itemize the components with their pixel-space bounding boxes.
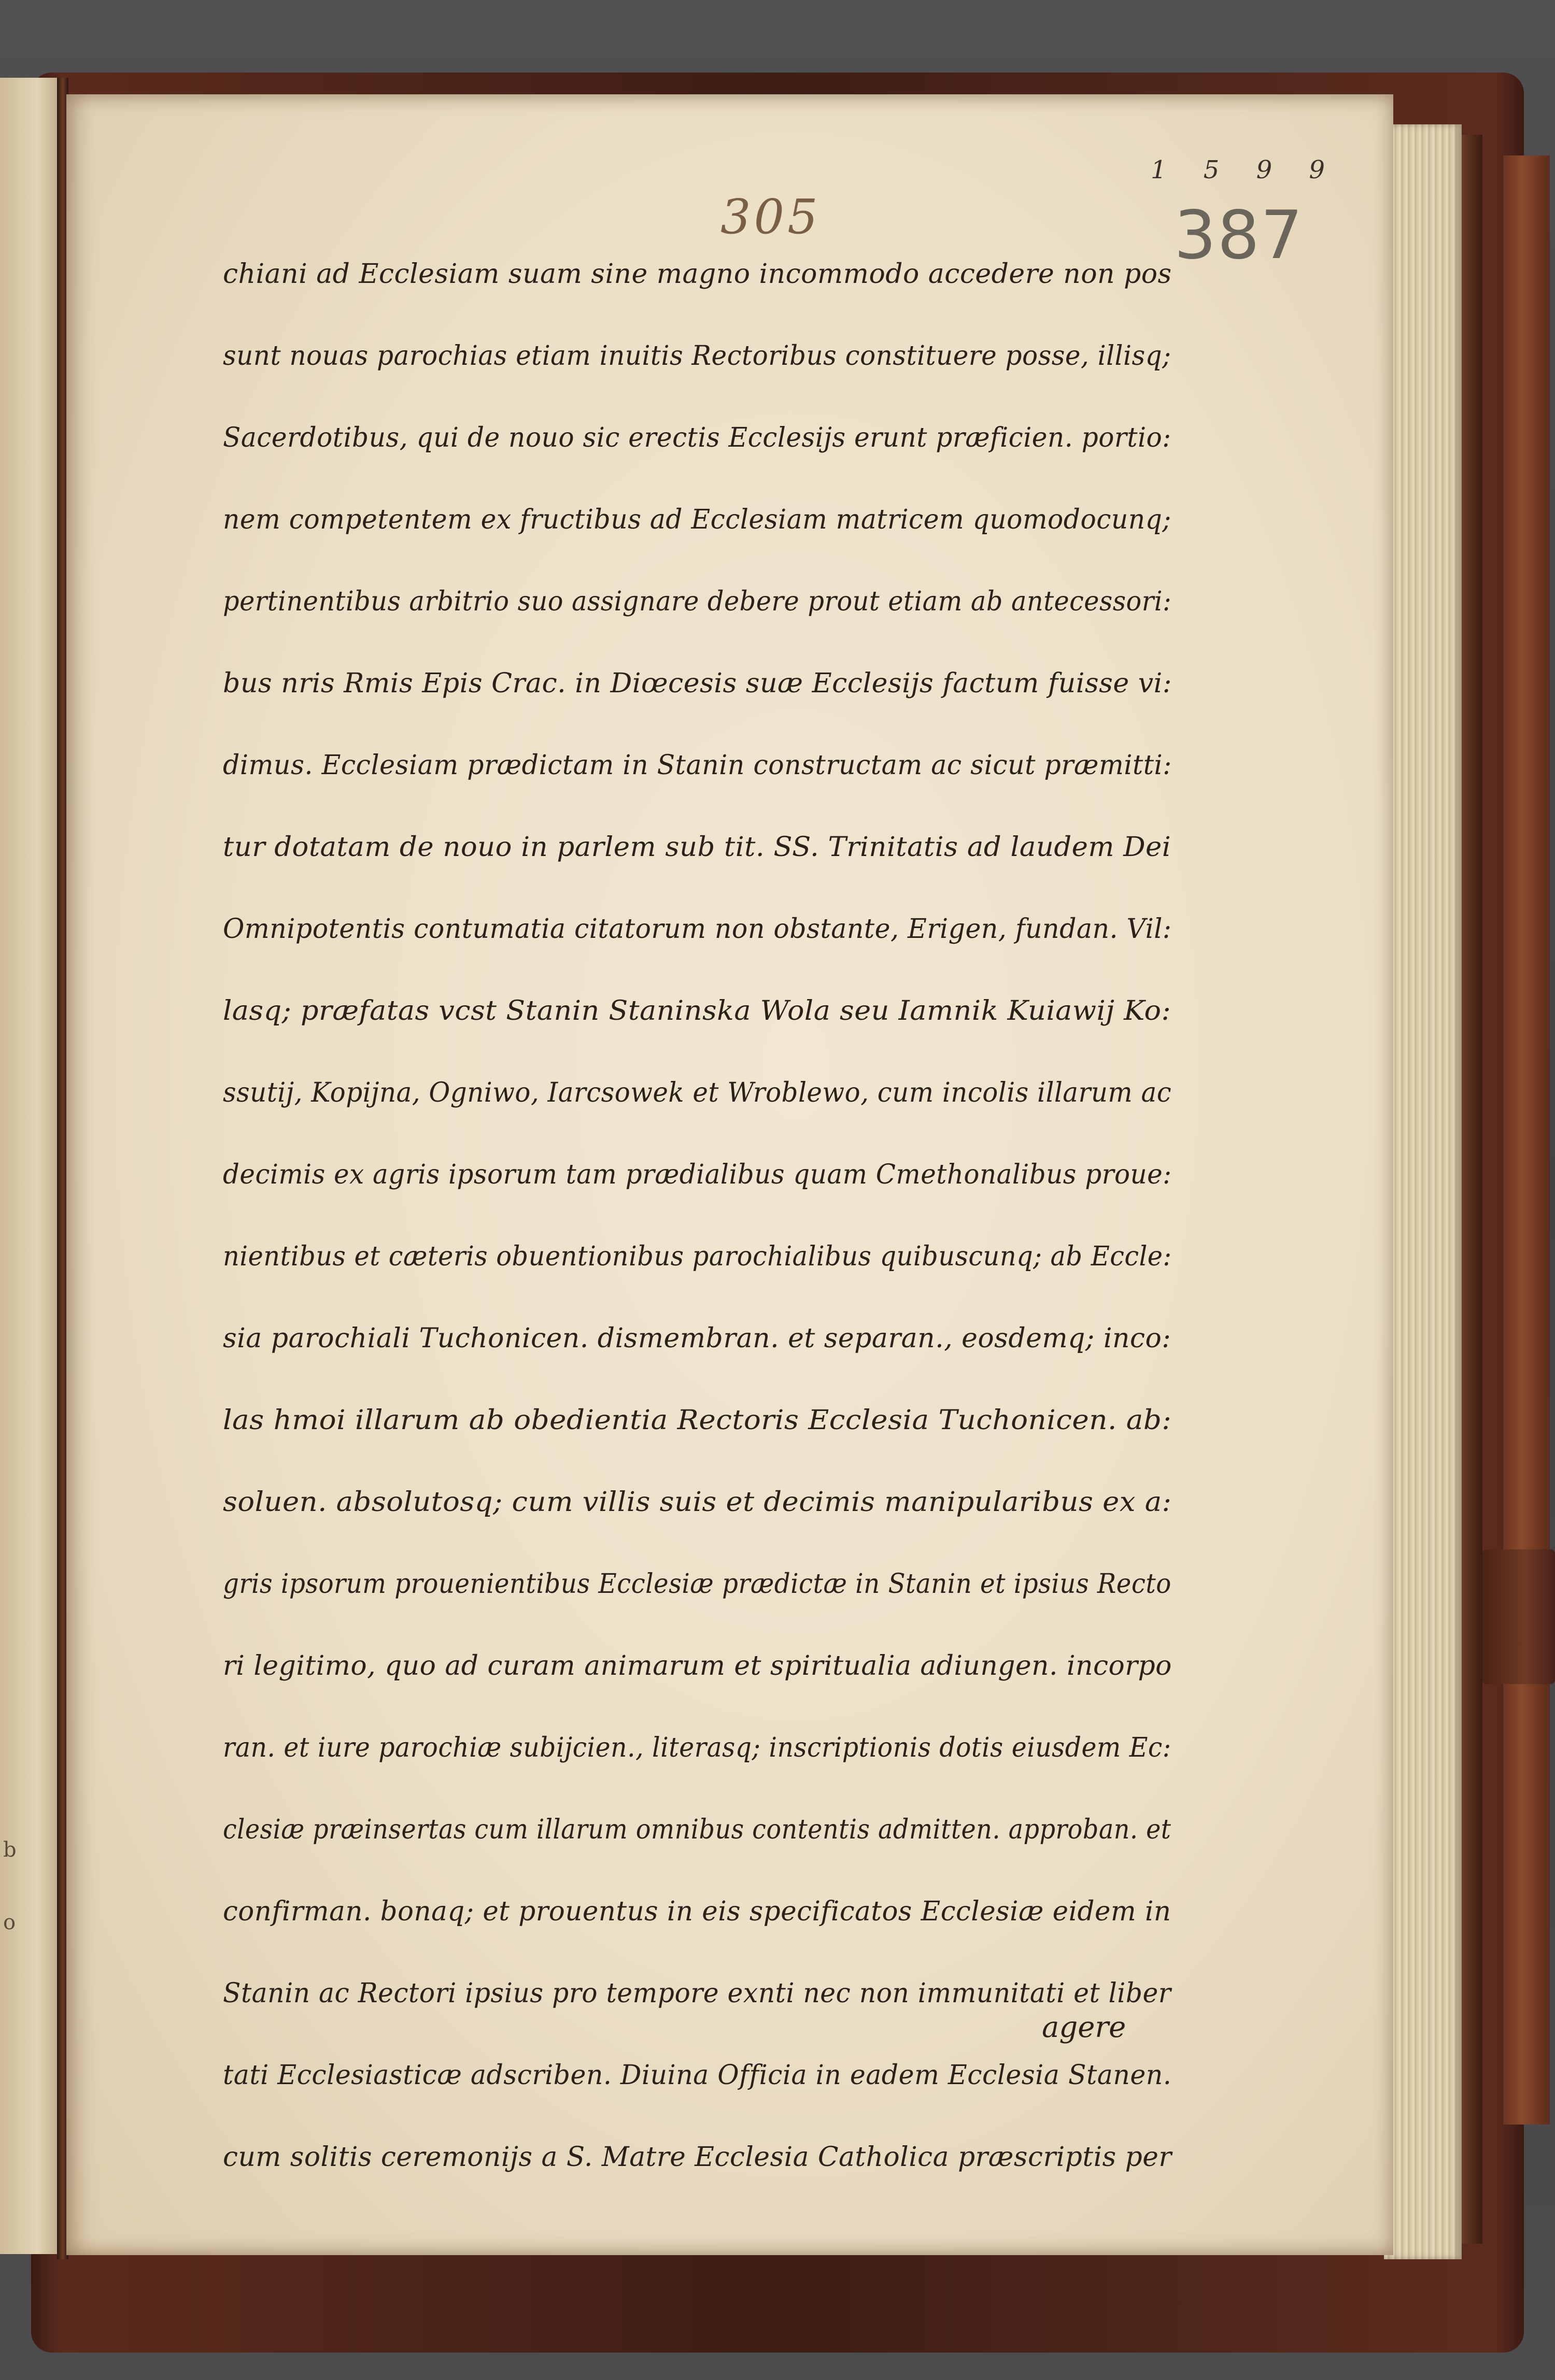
- text-line-content: soluen. absolutosq; cum villis suis et decimis manipularibus ex a:: [223, 1487, 1172, 1518]
- text-line-content: ri legitimo, quo ad curam animarum et spiritualia adiungen. incorpo: [223, 1650, 1172, 1681]
- text-line: [223, 1871, 1171, 1953]
- text-line: [223, 1379, 1171, 1461]
- page-block-edges: [1384, 124, 1462, 2259]
- text-line-content: nem competentem ex fructibus ad Ecclesiam matricem quomodocunq;: [223, 504, 1171, 535]
- text-line: [223, 1543, 1171, 1625]
- text-line: [223, 724, 1171, 806]
- text-line-content: chiani ad Ecclesiam suam sine magno incommodo accedere non pos: [223, 259, 1172, 290]
- text-line-content: las hmoi illarum ab obedientia Rectoris Ecclesia Tuchonicen. ab:: [223, 1405, 1172, 1436]
- text-line: [223, 479, 1171, 561]
- text-line: [223, 970, 1171, 1052]
- text-line: [223, 806, 1171, 888]
- folio-number: 387: [1174, 197, 1304, 274]
- folio-year: 1 5 9 9: [1151, 155, 1339, 184]
- text-line-content: pertinentibus arbitrio suo assignare debere prout etiam ab antecessori:: [223, 586, 1172, 617]
- text-line: [223, 888, 1171, 970]
- text-line-content: ran. et iure parochiæ subijcien., literasq; inscriptionis dotis eiusdem Ec:: [223, 1732, 1171, 1763]
- text-line-content: lasq; præfatas vcst Stanin Staninska Wola seu Iamnik Kuiawij Ko:: [223, 995, 1171, 1027]
- text-line-content: sia parochiali Tuchonicen. dismembran. et separan., eosdemq; inco:: [223, 1323, 1171, 1354]
- manuscript-text: [223, 233, 1171, 2198]
- text-line: [223, 1789, 1171, 1871]
- text-line-content: sunt nouas parochias etiam inuitis Rectoribus constituere posse, illisq;: [223, 340, 1171, 372]
- text-line: [223, 1298, 1171, 1379]
- left-margin-marks: [3, 1814, 17, 1959]
- text-line: [223, 1134, 1171, 1216]
- text-line-content: tur dotatam de nouo in parlem sub tit. SS. Trinitatis ad laudem Dei: [223, 832, 1171, 863]
- text-line: [223, 1625, 1171, 1707]
- text-line-content: clesiæ præinsertas cum illarum omnibus contentis admitten. approban. et: [223, 1814, 1171, 1845]
- text-line: [223, 315, 1171, 397]
- text-line-content: confirman. bonaq; et prouentus in eis specificatos Ecclesiæ eidem in: [223, 1896, 1171, 1927]
- text-line: [223, 1216, 1171, 1298]
- text-line: [223, 1707, 1171, 1789]
- text-line-content: tati Ecclesiasticæ adscriben. Diuina Officia in eadem Ecclesia Stanen.: [223, 2060, 1172, 2091]
- text-line-content: nientibus et cæteris obuentionibus parochialibus quibuscunq; ab Eccle:: [223, 1241, 1172, 1272]
- page-block-shadow: [1462, 135, 1482, 2244]
- text-line: [223, 643, 1171, 724]
- text-line: [223, 2116, 1171, 2198]
- text-line-content: Stanin ac Rectori ipsius pro tempore exnti nec non immunitati et liber: [223, 1978, 1171, 2009]
- folio-old-number: 305: [720, 189, 821, 245]
- text-line-content: decimis ex agris ipsorum tam prædialibus quam Cmethonalibus proue:: [223, 1159, 1172, 1190]
- binding-edge: [1503, 155, 1550, 2125]
- text-line-content: bus nris Rmis Epis Crac. in Diœcesis suæ Ecclesijs factum fuisse vi:: [223, 668, 1172, 699]
- text-line: [223, 233, 1171, 315]
- text-line-content: gris ipsorum prouenientibus Ecclesiæ prædictæ in Stanin et ipsius Recto: [223, 1569, 1171, 1600]
- text-line-content: cum solitis ceremonijs a S. Matre Ecclesia Catholica præscriptis per: [223, 2142, 1172, 2173]
- clasp-strap: [1482, 1549, 1555, 1684]
- text-line: [223, 561, 1171, 643]
- text-line: [223, 1052, 1171, 1134]
- text-line: [223, 1953, 1171, 2034]
- text-line: [223, 2034, 1171, 2116]
- catchword: agere: [1042, 2011, 1126, 2044]
- text-line-content: Omnipotentis contumatia citatorum non obstante, Erigen, fundan. Vil:: [223, 914, 1172, 945]
- margin-mark: o: [3, 1911, 16, 1934]
- text-line: [223, 397, 1171, 479]
- text-line-content: dimus. Ecclesiam prædictam in Stanin constructam ac sicut præmitti:: [223, 750, 1172, 781]
- text-line: [223, 1461, 1171, 1543]
- margin-mark: b: [3, 1838, 17, 1862]
- text-line-content: ssutij, Kopijna, Ogniwo, Iarcsowek et Wroblewo, cum incolis illarum ac: [223, 1077, 1172, 1108]
- text-line-content: Sacerdotibus, qui de nouo sic erectis Ecclesijs erunt præficien. portio:: [223, 422, 1171, 453]
